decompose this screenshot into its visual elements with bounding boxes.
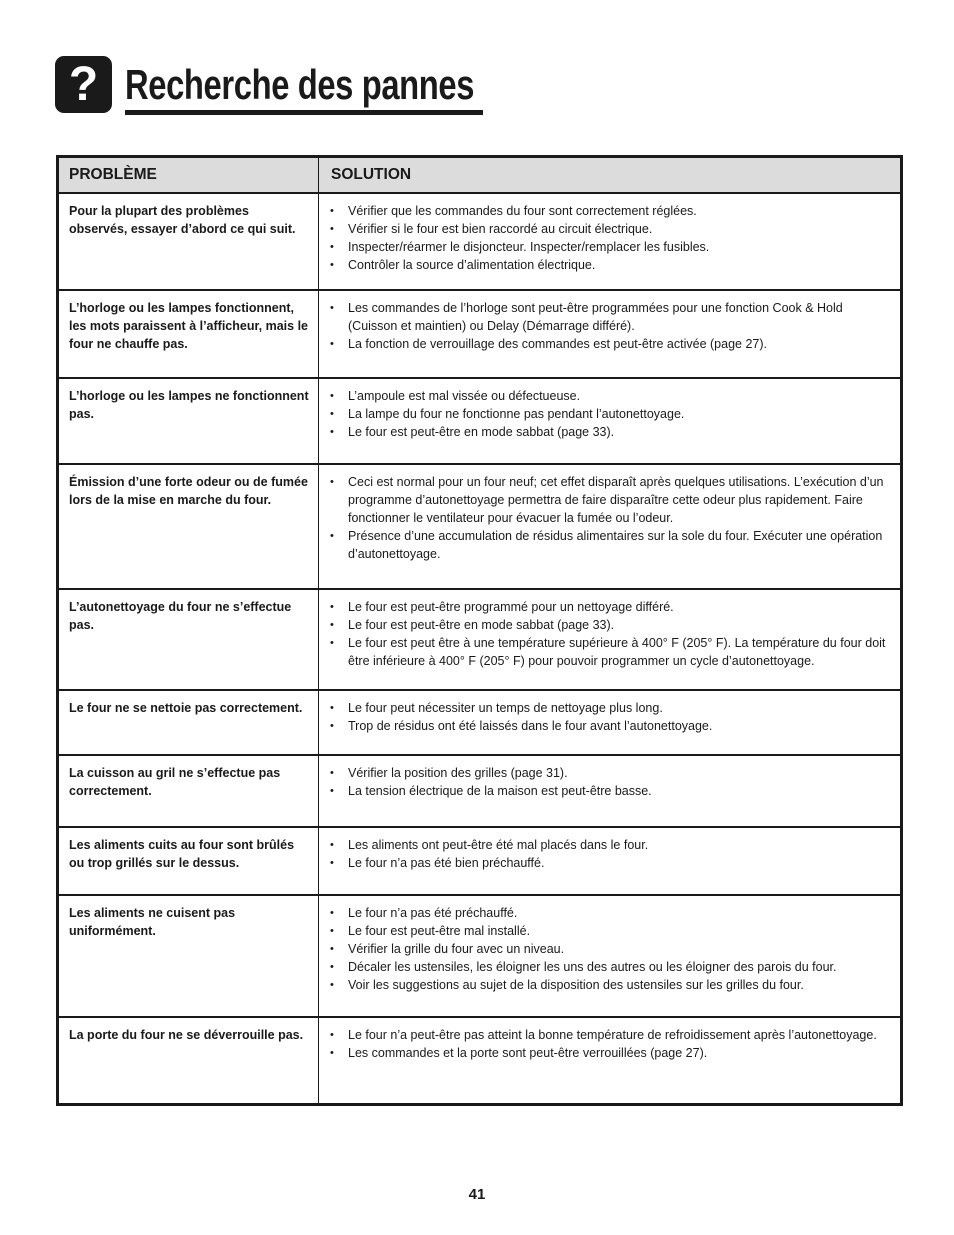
solution-list	[330, 1026, 890, 1062]
table-row	[58, 589, 902, 690]
solution-list	[330, 764, 890, 800]
table-row	[58, 464, 902, 589]
table-row	[58, 378, 902, 464]
problem-cell: La cuisson au gril ne s’effectue pas correctement.	[58, 755, 319, 827]
solution-item: • Contrôler la source d’alimentation électrique.	[330, 256, 890, 274]
solution-item: • Le four est peut être à une température supérieure à 400° F (205° F). La température du four doit être inférieure à 400° F (205° F) pour pouvoir programmer un cycle d’autonettoyage.	[330, 634, 890, 670]
problem-cell: Les aliments cuits au four sont brûlés ou trop grillés sur le dessus.	[58, 827, 319, 895]
table-row	[58, 895, 902, 1017]
solution-item: • Le four est peut-être en mode sabbat (page 33).	[330, 423, 890, 441]
page-number: 41	[468, 1186, 486, 1203]
solution-list	[330, 904, 890, 994]
solution-item: • Le four est peut-être programmé pour un nettoyage différé.	[330, 598, 890, 616]
solution-item: • Le four n’a peut-être pas atteint la bonne température de refroidissement après l’autonettoyage.	[330, 1026, 890, 1044]
solution-list	[330, 387, 890, 441]
problem-cell: Les aliments ne cuisent pas uniformément.	[58, 895, 319, 1017]
solution-item: • Présence d’une accumulation de résidus alimentaires sur la sole du four. Exécuter une opération d’autonettoyage.	[330, 527, 890, 563]
table-row	[58, 290, 902, 378]
solution-item: • Voir les suggestions au sujet de la disposition des ustensiles sur les grilles du four.	[330, 976, 890, 994]
solution-list	[330, 836, 890, 872]
solution-item: • Inspecter/réarmer le disjoncteur. Inspecter/remplacer les fusibles.	[330, 238, 890, 256]
problem-cell: Émission d’une forte odeur ou de fumée lors de la mise en marche du four.	[58, 464, 319, 589]
solution-item: • Le four peut nécessiter un temps de nettoyage plus long.	[330, 699, 890, 717]
solution-cell	[319, 827, 902, 895]
column-header-problem: PROBLÈME	[58, 157, 319, 194]
solution-item: • Le four n’a pas été préchauffé.	[330, 904, 890, 922]
solution-item: • Vérifier si le four est bien raccordé au circuit électrique.	[330, 220, 890, 238]
solution-item: • Le four est peut-être en mode sabbat (page 33).	[330, 616, 890, 634]
solution-cell	[319, 378, 902, 464]
solution-list	[330, 299, 890, 353]
solution-list	[330, 699, 890, 735]
solution-item: • Le four n’a pas été bien préchauffé.	[330, 854, 890, 872]
problem-cell: L’horloge ou les lampes ne fonctionnent pas.	[58, 378, 319, 464]
solution-item: • Les commandes de l’horloge sont peut-être programmées pour une fonction Cook & Hold (Cuisson et maintien) ou Delay (Démarrage différé).	[330, 299, 890, 335]
solution-cell	[319, 755, 902, 827]
table-row	[58, 755, 902, 827]
solution-item: • Les aliments ont peut-être été mal placés dans le four.	[330, 836, 890, 854]
solution-item: • Vérifier que les commandes du four sont correctement réglées.	[330, 202, 890, 220]
troubleshooting-table	[56, 155, 903, 1106]
solution-item: • Le four est peut-être mal installé.	[330, 922, 890, 940]
solution-item: • Ceci est normal pour un four neuf; cet effet disparaît après quelques utilisations. L’exécution d’un programme d’autonettoyage permettra de faire disparaître cette odeur plus rapidement. Faire fonctionner le ventilateur pour évacuer la fumée ou l’odeur.	[330, 473, 890, 527]
solution-item: • La lampe du four ne fonctionne pas pendant l’autonettoyage.	[330, 405, 890, 423]
solution-cell	[319, 464, 902, 589]
problem-cell: Pour la plupart des problèmes observés, essayer d’abord ce qui suit.	[58, 193, 319, 290]
table-row	[58, 827, 902, 895]
solution-item: • Décaler les ustensiles, les éloigner les uns des autres ou les éloigner des parois du four.	[330, 958, 890, 976]
solution-item: • Les commandes et la porte sont peut-être verrouillées (page 27).	[330, 1044, 890, 1062]
solution-item: • Vérifier la position des grilles (page 31).	[330, 764, 890, 782]
table-row	[58, 193, 902, 290]
question-mark-icon: ?	[55, 56, 112, 113]
solution-cell	[319, 895, 902, 1017]
solution-cell	[319, 589, 902, 690]
problem-cell: La porte du four ne se déverrouille pas.	[58, 1017, 319, 1104]
page-title: Recherche des pannes	[125, 61, 475, 108]
solution-item: • L’ampoule est mal vissée ou défectueuse.	[330, 387, 890, 405]
solution-item: • La tension électrique de la maison est peut-être basse.	[330, 782, 890, 800]
title-underline	[125, 110, 483, 115]
problem-cell: Le four ne se nettoie pas correctement.	[58, 690, 319, 755]
solution-cell	[319, 193, 902, 290]
solution-list	[330, 473, 890, 563]
solution-list	[330, 598, 890, 670]
solution-cell	[319, 690, 902, 755]
column-header-solution: SOLUTION	[319, 157, 902, 194]
table-row	[58, 1017, 902, 1104]
table-row	[58, 690, 902, 755]
table-header-row	[58, 157, 902, 194]
solution-list	[330, 202, 890, 274]
solution-item: • Vérifier la grille du four avec un niveau.	[330, 940, 890, 958]
solution-cell	[319, 290, 902, 378]
solution-cell	[319, 1017, 902, 1104]
solution-item: • Trop de résidus ont été laissés dans le four avant l’autonettoyage.	[330, 717, 890, 735]
problem-cell: L’horloge ou les lampes fonctionnent, les mots paraissent à l’afficheur, mais le four ne chauffe pas.	[58, 290, 319, 378]
problem-cell: L’autonettoyage du four ne s’effectue pas.	[58, 589, 319, 690]
solution-item: • La fonction de verrouillage des commandes est peut-être activée (page 27).	[330, 335, 890, 353]
